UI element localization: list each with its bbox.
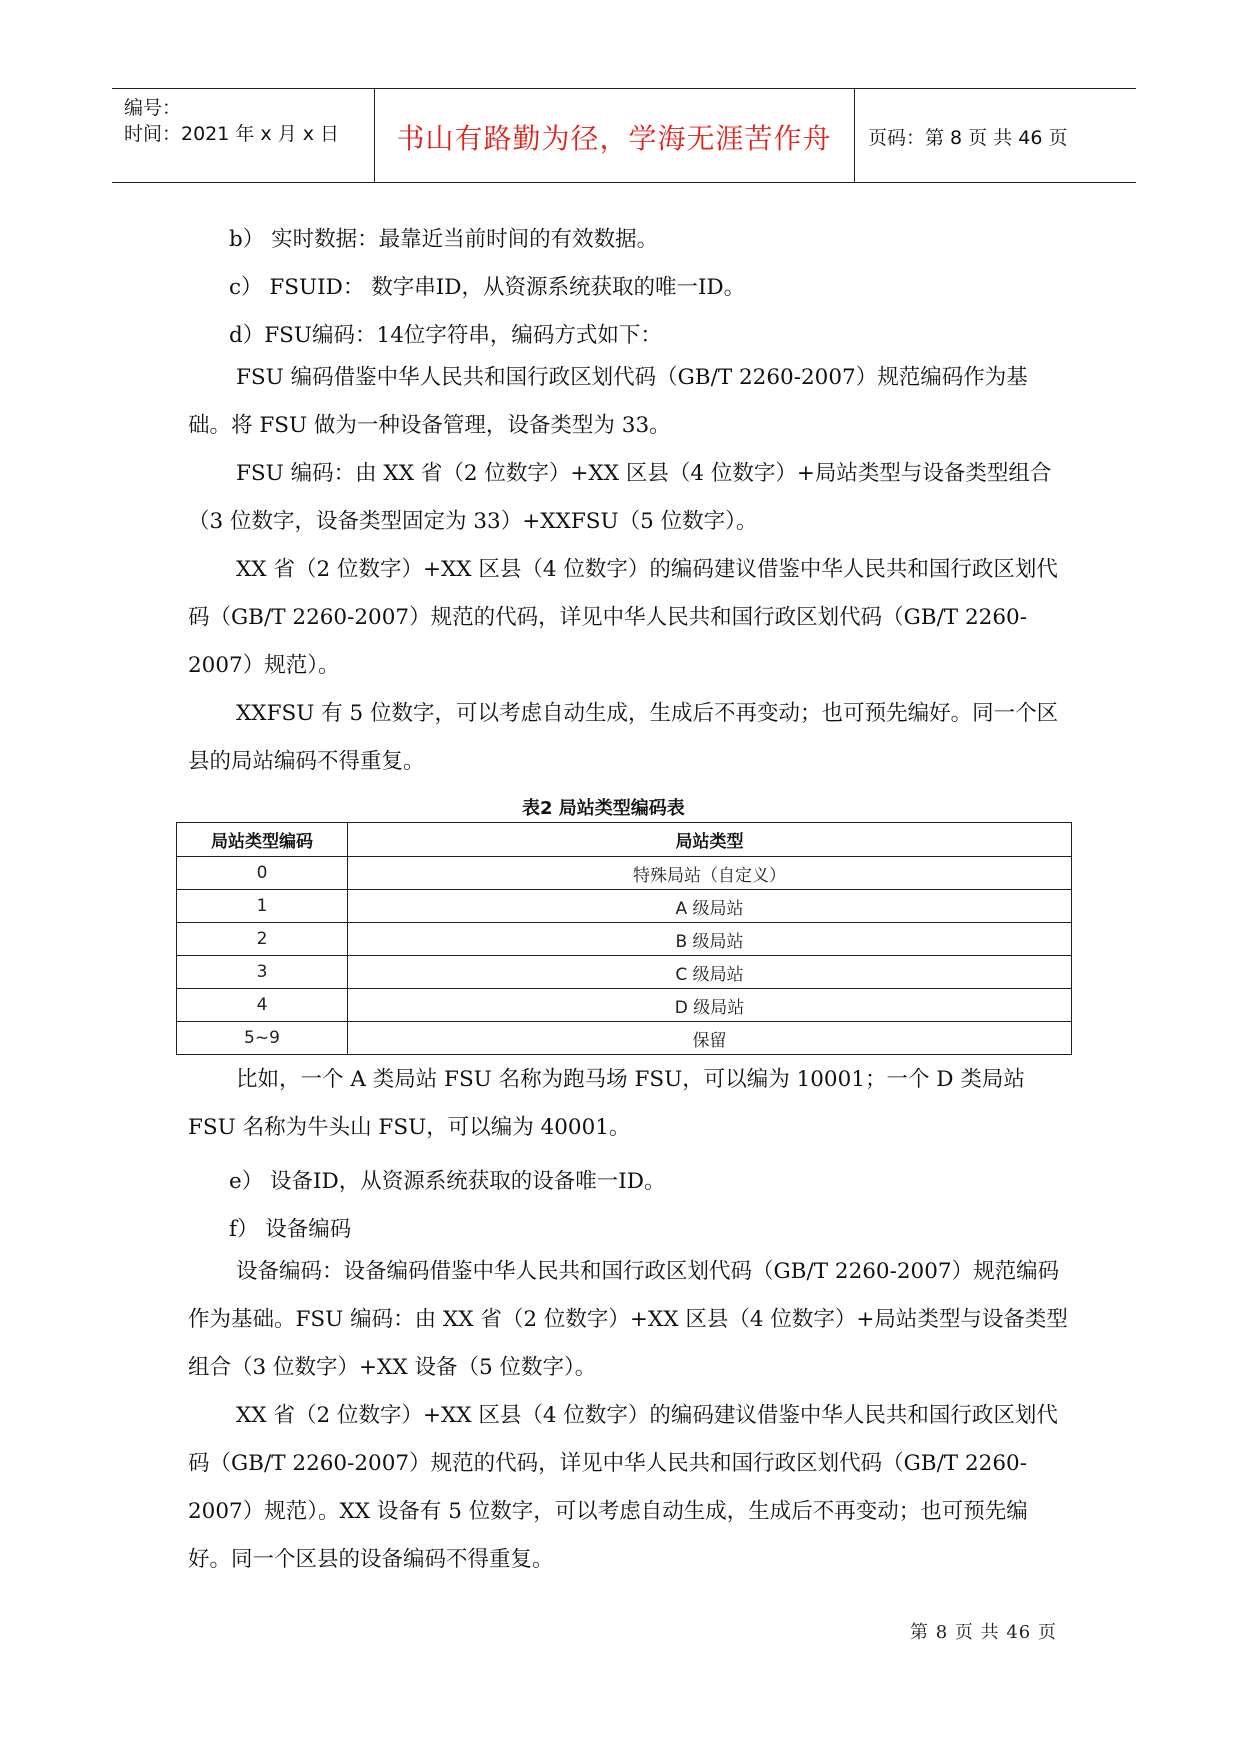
table-cell: C 级局站 [348,956,1072,989]
paragraph: 比如，一个 A 类局站 FSU 名称为跑马场 FSU，可以编为 10001；一个 D 类局站 FSU 名称为牛头山 FSU，可以编为 40001。 [188,1067,1025,1140]
table-cell: B 级局站 [348,923,1072,956]
header-left [124,95,339,147]
item-d: d）FSU编码：14位字符串，编码方式如下： [229,323,662,348]
header-divider [854,89,855,182]
table-cell: A 级局站 [348,890,1072,923]
table-row [177,956,1072,989]
paragraph: XX 省（2 位数字）+XX 区县（4 位数字）的编码建议借鉴中华人民共和国行政区划代码（GB/T 2260-2007）规范的代码，详见中华人民共和国行政区划代码（GB/T 2260-2007）规范）。 [188,557,1058,678]
paragraph: FSU 编码：由 XX 省（2 位数字）+XX 区县（4 位数字）+局站类型与设备类型组合（3 位数字，设备类型固定为 33）+XXFSU（5 位数字）。 [188,461,1052,534]
table-header-cell: 局站类型编码 [177,823,348,857]
paragraph: 设备编码：设备编码借鉴中华人民共和国行政区划代码（GB/T 2260-2007）规范编码作为基础。FSU 编码：由 XX 省（2 位数字）+XX 区县（4 位数字）+局站类型与设备类型组合（3 位数字）+XX 设备（5 位数字）。 [188,1259,1068,1380]
table-row [177,923,1072,956]
paragraph: FSU 编码借鉴中华人民共和国行政区划代码（GB/T 2260-2007）规范编码作为基础。将 FSU 做为一种设备管理，设备类型为 33。 [188,365,1028,438]
table-caption: 表2 局站类型编码表 [522,798,685,819]
table-row [177,989,1072,1022]
table-row [177,857,1072,890]
item-c: c） FSUID： 数字串ID，从资源系统获取的唯一ID。 [229,275,746,300]
table-cell: 特殊局站（自定义） [348,857,1072,890]
item-e: e） 设备ID，从资源系统获取的设备唯一ID。 [229,1169,666,1194]
item-b: b） 实时数据：最靠近当前时间的有效数据。 [229,227,659,252]
paragraph: XX 省（2 位数字）+XX 区县（4 位数字）的编码建议借鉴中华人民共和国行政区划代码（GB/T 2260-2007）规范的代码，详见中华人民共和国行政区划代码（GB/T 2260-2007）规范）。XX 设备有 5 位数字，可以考虑自动生成，生成后不再变动；也可预先编好。同一个区县的设备编码不得重复。 [188,1403,1058,1572]
station-type-table [176,822,1072,1055]
header-motto: 书山有路勤为径，学海无涯苦作舟 [396,122,832,155]
table-header-row [177,823,1072,857]
document-number-label: 编号： [124,97,182,119]
table-cell: 5~9 [177,1022,348,1055]
table-cell: 2 [177,923,348,956]
paragraph: XXFSU 有 5 位数字，可以考虑自动生成，生成后不再变动；也可预先编好。同一个区县的局站编码不得重复。 [188,701,1059,774]
table-cell: 0 [177,857,348,890]
table-row [177,1022,1072,1055]
page-header [112,88,1136,183]
document-date-label: 时间：2021 年 x 月 x 日 [124,123,340,145]
page-footer: 第 8 页 共 46 页 [910,1622,1057,1643]
table-cell: 4 [177,989,348,1022]
table-row [177,890,1072,923]
table-header-cell: 局站类型 [348,823,1072,857]
table-cell: D 级局站 [348,989,1072,1022]
table-cell: 保留 [348,1022,1072,1055]
item-f: f） 设备编码 [229,1217,352,1242]
table-cell: 3 [177,956,348,989]
table-cell: 1 [177,890,348,923]
header-page-number: 页码：第 8 页 共 46 页 [868,127,1068,149]
